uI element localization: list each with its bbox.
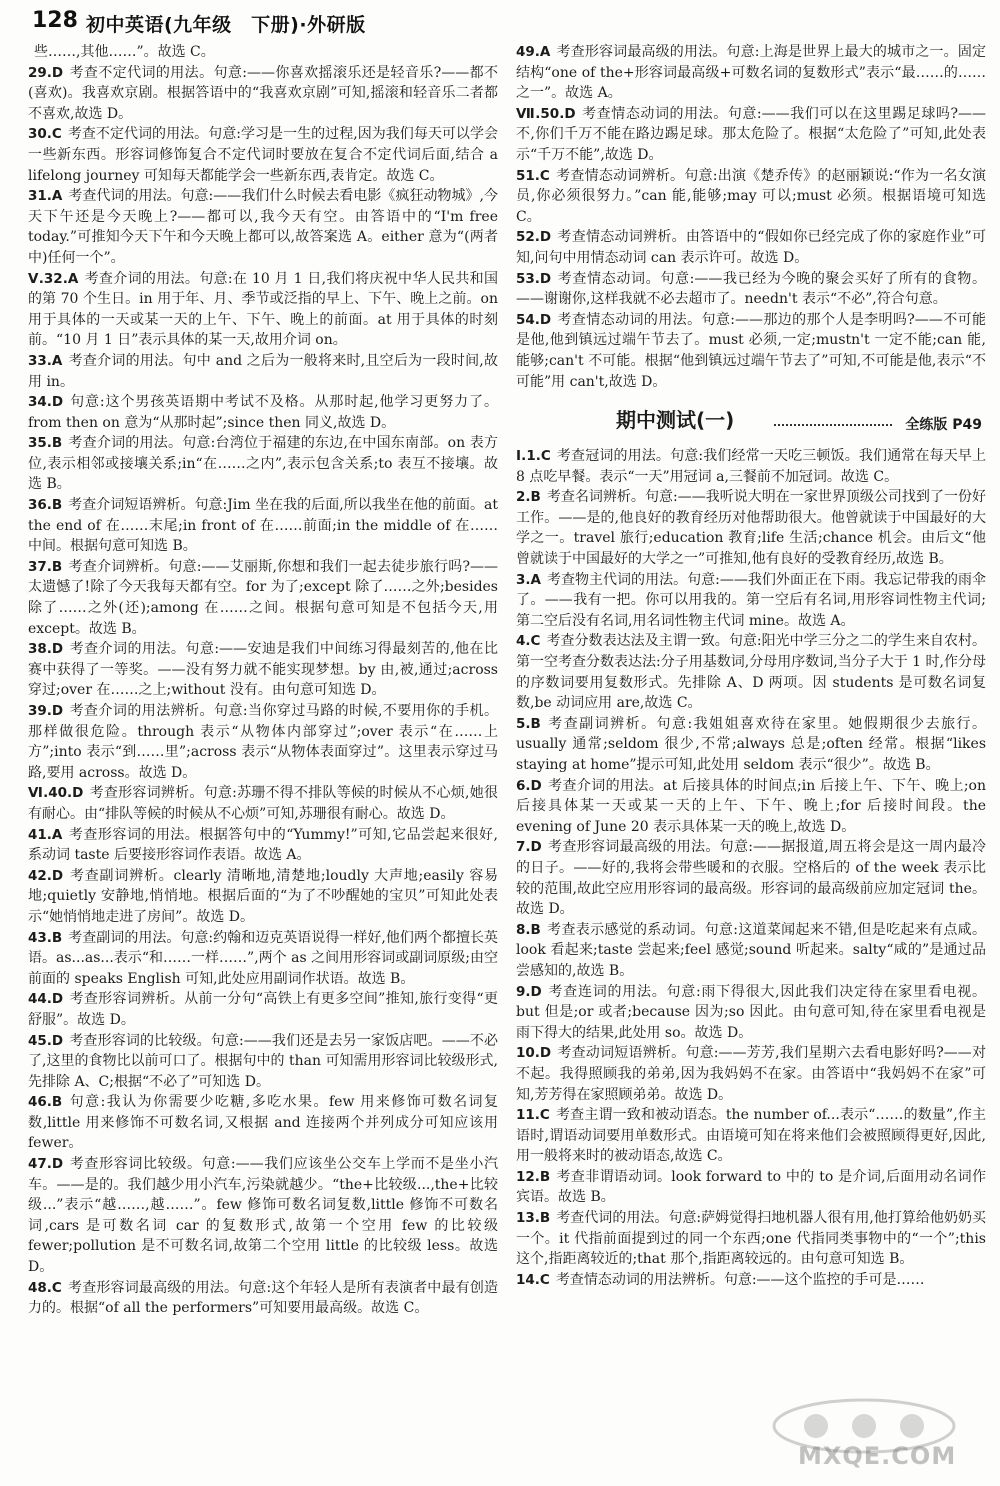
question-number: 50. <box>540 105 565 122</box>
answer-letter: D <box>530 777 542 794</box>
answer-entry <box>516 1208 986 1270</box>
book-title: 初中英语(九年级 下册)·外研版 <box>86 14 366 36</box>
page-header <box>32 6 972 40</box>
explanation-text: 考查介词的用法。句意:在 10 月 1 日,我们将庆祝中华人民共和国的第 70 个生日。in 用于年、月、季节或泛指的早上、下午、晚上之前。on 用于具体的一天或某一天的上午、下午、晚上的前面。at 用于具体的时刻前。“10 月 1 日”表示具体的某一天,故用介词 on。 <box>28 270 498 349</box>
answer-entry <box>28 42 498 63</box>
left-column <box>28 42 498 1319</box>
question-number: 9. <box>516 983 531 1000</box>
page-number: 128 <box>32 8 78 33</box>
answer-entry <box>28 63 498 125</box>
question-number: 49. <box>516 44 540 60</box>
explanation-text: 考查副词的用法。句意:约翰和迈克英语说得一样好,他们两个都擅长英语。as...as...表示“和……一样……”,两个 as 之间用形容词或副词原级;由空前面的 speaks English 可知,此处应用副词作状语。故选 B。 <box>28 929 498 987</box>
explanation-text: 考查不定代词的用法。句意:——你喜欢摇滚乐还是轻音乐?——都不(喜欢)。我喜欢京剧。根据答语中的“我喜欢京剧”可知,摇滚和轻音乐二者都不喜欢,故选 D。 <box>28 64 498 122</box>
answer-letter: D <box>539 229 552 246</box>
answer-letter: B <box>51 1094 63 1111</box>
question-number: 6. <box>516 777 531 794</box>
question-number: 42. <box>28 867 52 884</box>
explanation-text: 些……,其他……”。故选 C。 <box>34 44 215 60</box>
answer-letter: B <box>51 497 63 514</box>
explanation-text: 考查主谓一致和被动语态。the number of...表示“……的数量”,作主语时,谓语动词要用单数形式。由语境可知在将来他们会被照顾得更好,因此,用一般将来时的被动语态,故选 C。 <box>516 1107 986 1165</box>
answer-entry <box>516 1043 986 1105</box>
explanation-text: 考查形容词比较级。句意:——我们应该坐公交车上学而不是坐小汽车。——是的。我们越少用小汽车,污染就越少。“the+比较级...,the+比较级...”表示“越……,越……”。few 修饰可数名词复数,little 修饰不可数名词,cars 是可数名词 car 的复数形式,故第一个空用 few 的比较级 fewer;pollution 是不可数名词,故第二个空用 little 的比较级 less。故选 D。 <box>28 1156 498 1276</box>
answer-letter: D <box>51 394 64 411</box>
explanation-text: 考查形容词的用法。根据答句中的“Yummy!”可知,它品尝起来很好,系动词 taste 后要接形容词作表语。故选 A。 <box>28 826 498 864</box>
question-number: 44. <box>28 991 52 1008</box>
right-column-bottom <box>516 446 986 1290</box>
question-number: 7. <box>516 839 531 856</box>
answer-letter: C <box>539 1271 550 1288</box>
answer-entry <box>516 269 986 310</box>
answer-entry <box>28 269 498 351</box>
answer-entry <box>516 920 986 982</box>
answer-letter: B <box>530 921 541 938</box>
answer-entry <box>28 989 498 1030</box>
question-number: 11. <box>516 1107 540 1124</box>
explanation-text: 考查名词辨析。句意:——我听说大明在一家世界顶级公司找到了一份好工作。——是的,他良好的教育经历对他帮助很大。他曾就读于中国最好的大学之一。travel 旅行;education 教育;life 生活;chance 机会。由后文“他曾就读于中国最好的大学之一”可推知,他有良好的受教育经历,故选 B。 <box>516 489 986 568</box>
explanation-text: 考查介词的用法。句意:——安迪是我们中间练习得最刻苦的,他在比赛中获得了一等奖。——没有努力就不能实现梦想。by 由,被,通过;across 穿过;over 在……之上;without 没有。由句意可知选 D。 <box>28 641 498 699</box>
answer-letter: D <box>539 1045 552 1062</box>
answer-entry <box>28 639 498 701</box>
explanation-text: 考查形容词辨析。从前一分句“高铁上有更多空间”推知,旅行变得“更舒服”。故选 D。 <box>28 991 498 1028</box>
answer-letter: A <box>67 270 79 287</box>
answer-entry <box>516 714 986 776</box>
explanation-text: 考查形容词辨析。句意:苏珊不得不排队等候的时候从不心烦,她很有耐心。由“排队等候的时候从不心烦”可知,苏珊很有耐心。故选 D。 <box>28 785 498 822</box>
answer-letter: D <box>530 983 542 1000</box>
section-marker: Ⅶ. <box>516 105 541 122</box>
question-number: 48. <box>28 1279 52 1296</box>
question-number: 53. <box>516 270 540 287</box>
answer-entry <box>516 227 986 268</box>
explanation-text: 考查代词的用法。句意:——我们什么时候去看电影《疯狂动物城》,今天下午还是今天晚上?——都可以,我今天有空。由答语中的“I'm free today.”可推知今天下午和今天晚上都可以,故答案选 A。either 意为“(两者中)任何一个”。 <box>28 188 498 266</box>
answer-entry <box>28 351 498 392</box>
answer-entry <box>516 42 986 104</box>
question-number: 14. <box>516 1271 540 1288</box>
question-number: 3. <box>516 571 531 588</box>
answer-entry <box>516 310 986 392</box>
explanation-text: 考查介词的用法辨析。句意:当你穿过马路的时候,不要用你的手机。那样做很危险。through 表示“从物体内部穿过”;over 表示“在……上方”;into 表示“到……里”;across 表示“从物体表面穿过”。这里表示穿过马路,要用 across。故选 D。 <box>28 703 498 781</box>
question-number: 31. <box>28 188 52 205</box>
question-number: 37. <box>28 558 52 575</box>
explanation-text: 句意:这个男孩英语期中考试不及格。从那时起,他学习更努力了。from then on 意为“从那时起”;since then 同义,故选 D。 <box>28 394 498 431</box>
explanation-text: 考查副词辨析。句意:我姐姐喜欢待在家里。她假期很少去旅行。usually 通常;seldom 很少,不常;always 总是;often 经常。根据“likes staying at home”提示可知,此处用 seldom 表示“很少”。故选 B。 <box>516 715 986 773</box>
answer-letter: D <box>51 867 64 884</box>
answer-letter: A <box>51 188 63 205</box>
answer-letter: C <box>539 167 550 184</box>
question-number: 36. <box>28 497 52 514</box>
answer-entry <box>516 837 986 919</box>
question-number: 10. <box>516 1045 540 1062</box>
right-column-top <box>516 42 986 392</box>
explanation-text: 考查情态动词的用法。句意:——那边的那个人是李明吗?——不可能是他,他到镇远过端午节去了。must 必须,一定;mustn't 一定不能;can 能,能够;can't 不可能。根据“他到镇远过端午节去了”可知,不可能是他,表示“不可能”用 can't,故选 D。 <box>516 311 986 390</box>
explanation-text: 考查非谓语动词。look forward to 中的 to 是介词,后面用动名词作宾语。故选 B。 <box>516 1168 986 1206</box>
answer-letter: B <box>51 435 63 452</box>
answer-letter: A <box>51 826 63 843</box>
question-number: 33. <box>28 352 52 369</box>
explanation-text: 考查表示感觉的系动词。句意:这道菜闻起来不错,但是吃起来有点咸。look 看起来;taste 尝起来;feel 感觉;sound 听起来。salty“咸的”是通过品尝感知的,故选 B。 <box>516 921 986 979</box>
answer-letter: D <box>51 1032 64 1049</box>
question-number: 43. <box>28 929 52 946</box>
question-number: 41. <box>28 826 52 843</box>
answer-entry <box>28 186 498 268</box>
answer-entry <box>516 570 986 632</box>
answer-entry <box>516 446 986 487</box>
explanation-text: 考查代词的用法。句意:萨姆觉得扫地机器人很有用,他打算给他奶奶买一个。it 代指前面提到过的同一个东西;one 代指同类事物中的“一个”;this 这个,指距离较近的;that 那个,指距离较远的。由句意可知选 B。 <box>516 1210 986 1268</box>
explanation-text: 考查情态动词的用法。句意:——我们可以在这里踢足球吗?——不,你们千万不能在路边踢足球。那太危险了。根据“太危险了”可知,此处表示“千万不能”,故选 D。 <box>516 105 986 163</box>
question-number: 52. <box>516 229 540 246</box>
answer-letter: A <box>539 44 551 60</box>
answer-letter: D <box>51 64 64 81</box>
answer-entry <box>28 866 498 928</box>
question-number: 38. <box>28 641 52 658</box>
explanation-text: 考查情态动词辨析。句意:出演《楚乔传》的赵丽颖说:“作为一名女演员,你必须很努力。”can 能,能够;may 可以;must 必须。根据语境可知选 C。 <box>516 167 986 225</box>
explanation-text: 句意:我认为你需要少吃糖,多吃水果。few 用来修饰可数名词复数,little 用来修饰不可数名词,又根据 and 连接两个并列成分可知应该用 fewer。 <box>28 1094 498 1152</box>
answer-entry <box>516 1270 986 1291</box>
explanation-text: 考查情态动词辨析。由答语中的“假如你已经完成了你的家庭作业”可知,问句中用情态动词 can 表示许可。故选 D。 <box>516 229 986 266</box>
answer-entry <box>516 631 986 713</box>
explanation-text: 考查不定代词的用法。句意:学习是一生的过程,因为我们每天可以学会一些新东西。形容词修饰复合不定代词时要放在复合不定代词后面,结合 a lifelong journey 可知每天都能学会一些新东西,表肯定。故选 C。 <box>28 126 498 184</box>
question-number: 40. <box>48 785 73 802</box>
question-number: 46. <box>28 1094 52 1111</box>
section-page-ref: 全练版 P49 <box>905 417 982 434</box>
explanation-text: 考查连词的用法。句意:雨下得很大,因此我们决定待在家里看电视。but 但是;or 或者;because 因为;so 因此。由句意可知,待在家里看电视是雨下得大的结果,此处用 so。故选 D。 <box>516 983 986 1041</box>
answer-entry <box>28 1092 498 1154</box>
answer-entry <box>516 776 986 838</box>
question-number: 47. <box>28 1156 52 1173</box>
explanation-text: 考查形容词最高级的用法。句意:——据报道,周五将会是这一周内最冷的日子。——好的,我将会带些暖和的衣服。空格后的 of the week 表示比较的范围,故此空应用形容词的最高级。形容词的最高级前应加定冠词 the。故选 D。 <box>516 839 986 918</box>
answer-letter: C <box>539 1107 550 1124</box>
answer-letter: C <box>51 126 62 143</box>
right-column <box>516 42 986 1290</box>
answer-entry <box>516 104 986 166</box>
explanation-text: 考查介词辨析。句意:——艾丽斯,你想和我们一起去徒步旅行吗?——太遗憾了!除了今天我每天都有空。for 为了;except 除了……之外;besides 除了……之外(还);among 在……之间。根据句意可知是不包括今天,用 except。故选 B。 <box>28 558 498 637</box>
answer-letter: D <box>539 311 552 328</box>
question-number: 34. <box>28 394 52 411</box>
section-marker: Ⅵ. <box>28 785 49 802</box>
section-marker: Ⅰ. <box>516 448 527 465</box>
answer-entry <box>28 433 498 495</box>
answer-entry <box>516 487 986 569</box>
answer-entry <box>28 825 498 866</box>
answer-letter: D <box>51 641 64 658</box>
answer-entry <box>516 1167 986 1208</box>
answer-letter: A <box>51 352 63 369</box>
answer-letter: B <box>539 1210 551 1227</box>
question-number: 13. <box>516 1210 540 1227</box>
answer-letter: B <box>530 489 541 506</box>
question-number: 39. <box>28 703 52 719</box>
answer-entry <box>516 982 986 1044</box>
question-number: 8. <box>516 921 531 938</box>
explanation-text: 考查形容词的比较级。句意:——我们还是去另一家饭店吧。——不必了,这里的食物比以前可口了。根据句中的 than 可知需用形容词比较级形式,先排除 A、C;根据“不必了”可知选 D。 <box>28 1032 498 1090</box>
answer-entry <box>28 783 498 824</box>
answer-letter: D <box>539 270 552 287</box>
explanation-text: 考查情态动词。句意:——我已经为今晚的聚会买好了所有的食物。——谢谢你,这样我就不必去超市了。needn't 表示“不必”,符合句意。 <box>516 270 986 308</box>
answer-letter: A <box>530 571 541 588</box>
answer-letter: B <box>530 715 541 732</box>
explanation-text: 考查物主代词的用法。句意:——我们外面正在下雨。我忘记带我的雨伞了。——我有一把。你可以用我的。第一空后有名词,用形容词性物主代词;第二空后没有名词,用名词性物主代词 mine。故选 A。 <box>516 571 986 629</box>
question-number: 30. <box>28 126 52 143</box>
explanation-text: 考查形容词最高级的用法。句意:这个年轻人是所有表演者中最有创造力的。根据“of all the performers”可知要用最高级。故选 C。 <box>28 1279 498 1317</box>
answer-entry <box>28 1154 498 1278</box>
explanation-text: 考查分数表达法及主谓一致。句意:阳光中学三分之二的学生来自农村。第一空考查分数表达法:分子用基数词,分母用序数词,当分子大于 1 时,作分母的序数词要用复数形式。先排除 A、D 两项。因 students 是可数名词复数,be 动词应用 are,故选 C。 <box>516 633 986 712</box>
explanation-text: 考查冠词的用法。句意:我们经常一天吃三顿饭。我们通常在每天早上 8 点吃早餐。表示“一天”用冠词 a,三餐前不加冠词。故选 C。 <box>516 448 987 485</box>
answer-letter: B <box>51 929 63 946</box>
explanation-text: 考查介词的用法。at 后接具体的时间点;in 后接上午、下午、晚上;on 后接具体某一天或某一天的上午、下午、晚上;for 后接时间段。the evening of June 20 表示具体某一天的晚上,故选 D。 <box>516 777 986 835</box>
question-number: 45. <box>28 1032 52 1049</box>
question-number: 29. <box>28 64 52 81</box>
question-number: 12. <box>516 1168 540 1185</box>
answer-entry <box>28 495 498 557</box>
answer-letter: D <box>72 785 84 802</box>
answer-letter: C <box>530 633 541 650</box>
answer-letter: D <box>51 991 64 1008</box>
question-number: 51. <box>516 167 540 184</box>
watermark-text: MXQE.COM <box>798 1442 957 1470</box>
question-number: 5. <box>516 715 531 732</box>
explanation-text: 考查形容词最高级的用法。句意:上海是世界上最大的城市之一。固定结构“one of the+形容词最高级+可数名词的复数形式”表示“最……的……之一”。故选 A。 <box>516 44 986 102</box>
explanation-text: 考查动词短语辨析。句意:——芳芳,我们星期六去看电影好吗?——对不起。我得照顾我的弟弟,因为我妈妈不在家。由答语中“我妈妈不在家”可知,芳芳得在家照顾弟弟。故选 D。 <box>516 1045 986 1103</box>
answer-entry <box>28 557 498 639</box>
section-title: 期中测试(一) <box>616 408 735 433</box>
leader-dots <box>774 424 892 426</box>
answer-entry <box>28 1278 498 1319</box>
answer-entry <box>28 928 498 990</box>
answer-entry <box>28 701 498 783</box>
question-number: 2. <box>516 489 531 506</box>
answer-letter: B <box>539 1168 551 1185</box>
answer-letter: B <box>51 558 63 575</box>
explanation-text: 考查介词的用法。句中 and 之后为一般将来时,且空后为一段时间,故用 in。 <box>28 352 498 390</box>
explanation-text: 考查介词的用法。句意:台湾位于福建的东边,在中国东南部。on 表方位,表示相邻或接壤关系;in“在……之内”,表示包含关系;to 表互不接壤。故选 B。 <box>28 435 498 493</box>
question-number: 32. <box>43 270 68 287</box>
answer-letter: D <box>564 105 576 122</box>
answer-letter: D <box>530 839 542 856</box>
explanation-text: 考查情态动词的用法辨析。句意:——这个监控的手可是…… <box>555 1271 925 1288</box>
explanation-text: 考查介词短语辨析。句意:Jim 坐在我的后面,所以我坐在他的前面。at the end of 在……末尾;in front of 在……前面;in the middle of 在……中间。根据句意可知选 B。 <box>28 497 498 555</box>
answer-entry <box>28 124 498 186</box>
answer-entry <box>28 392 498 433</box>
question-number: 54. <box>516 311 540 328</box>
question-number: 4. <box>516 633 531 650</box>
watermark <box>746 1396 976 1476</box>
answer-letter: C <box>51 1279 62 1296</box>
section-heading <box>516 406 986 442</box>
explanation-text: 考查副词辨析。clearly 清晰地,清楚地;loudly 大声地;easily 容易地;quietly 安静地,悄悄地。根据后面的“为了不吵醒她的宝贝”可知此处表示“她悄悄地走进了房间”。故选 D。 <box>28 867 498 925</box>
answer-letter: D <box>51 703 64 719</box>
answer-entry <box>516 166 986 228</box>
answer-entry <box>516 1105 986 1167</box>
section-marker: Ⅴ. <box>28 270 44 287</box>
question-number: 1. <box>526 448 541 465</box>
answer-entry <box>28 1031 498 1093</box>
question-number: 35. <box>28 435 52 452</box>
answer-letter: D <box>51 1156 64 1173</box>
answer-letter: C <box>540 448 551 465</box>
